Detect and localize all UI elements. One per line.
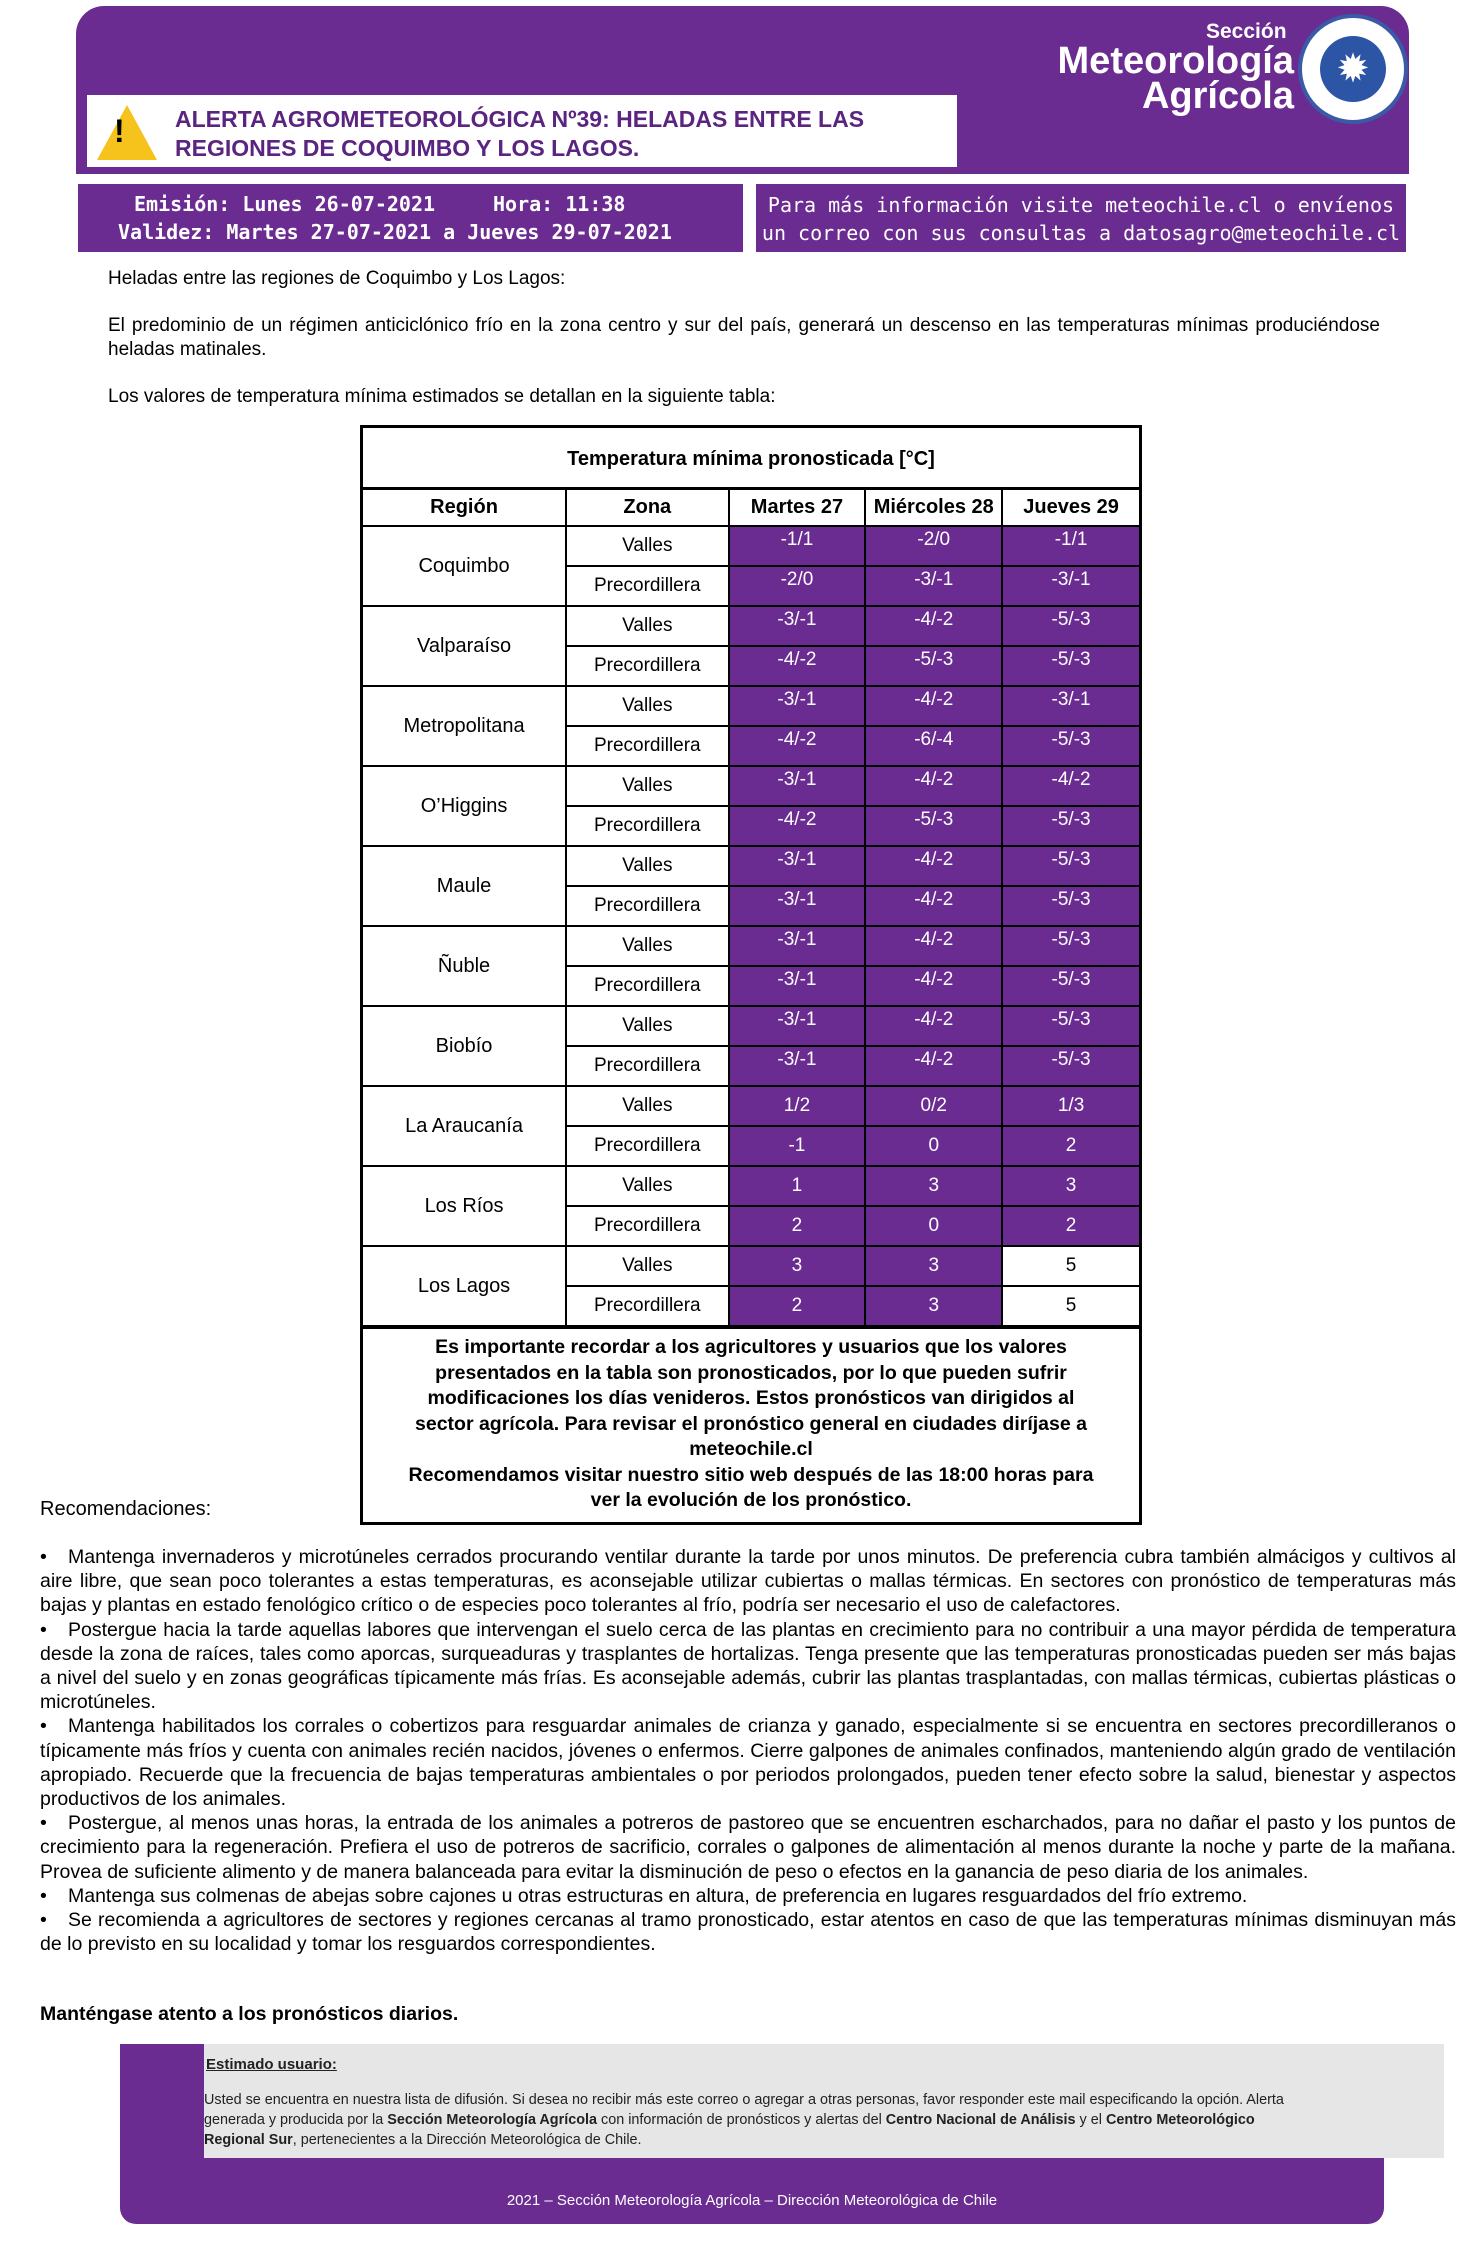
temperature-cell: -3/-1: [1002, 566, 1139, 606]
temperature-cell: 3: [1002, 1166, 1139, 1206]
table-intro: Los valores de temperatura mínima estimados se detallan en la siguiente tabla:: [108, 386, 776, 407]
note-line: meteochile.cl: [689, 1438, 813, 1460]
region-name: Ñuble: [363, 926, 566, 1006]
validity-range: Validez: Martes 27-07-2021 a Jueves 29-07-2021: [118, 220, 672, 244]
zone-name: Valles: [566, 926, 728, 966]
column-header: Miércoles 28: [865, 490, 1002, 526]
footer-bold-seccion: Sección Meteorología Agrícola: [387, 2112, 597, 2128]
temperature-cell: -3/-1: [865, 566, 1002, 606]
zone-name: Valles: [566, 526, 728, 566]
temperature-cell: 0: [865, 1126, 1002, 1166]
temperature-cell: -5/-3: [1002, 1006, 1139, 1046]
zone-name: Precordillera: [566, 1286, 728, 1326]
zone-name: Precordillera: [566, 1126, 728, 1166]
zone-name: Precordillera: [566, 886, 728, 926]
table-row: [363, 1166, 1139, 1206]
temperature-cell: 2: [729, 1206, 866, 1246]
table-note: [363, 1327, 1139, 1522]
zone-name: Valles: [566, 1006, 728, 1046]
temperature-cell: -6/-4: [865, 726, 1002, 766]
temperature-cell: -5/-3: [865, 646, 1002, 686]
footer-bold-centro-nacional: Centro Nacional de Análisis: [885, 2112, 1076, 2128]
column-header: Zona: [566, 490, 728, 526]
zone-name: Valles: [566, 686, 728, 726]
temperature-cell: -1: [729, 1126, 866, 1166]
region-name: Coquimbo: [363, 526, 566, 606]
zone-name: Valles: [566, 1166, 728, 1206]
brand-seccion: Sección: [1206, 20, 1287, 43]
temperature-cell: -4/-2: [865, 606, 1002, 646]
table-row: [363, 686, 1139, 726]
column-header: Jueves 29: [1002, 490, 1139, 526]
temperature-cell: 2: [729, 1286, 866, 1326]
temperature-cell: -3/-1: [729, 1006, 866, 1046]
footer-text-1: Usted se encuentra en nuestra lista de difusión. Si desea no recibir más este correo o agregar a otras personas, favor responder este mail especificando la opción. Alerta generada y producida por la: [204, 2092, 1284, 2128]
zone-name: Valles: [566, 846, 728, 886]
region-name: La Araucanía: [363, 1086, 566, 1166]
zone-name: Precordillera: [566, 966, 728, 1006]
footer-bold-centro-regional: Centro Meteorológico Regional Sur: [204, 2112, 1255, 2148]
temperature-cell: 1/3: [1002, 1086, 1139, 1126]
region-name: Maule: [363, 846, 566, 926]
temperature-cell: -5/-3: [1002, 886, 1139, 926]
recommendation-item: • Postergue, al menos unas horas, la entrada de los animales a potreros de pastoreo que se encuentren escharchados, para no dañar el pasto y los puntos de crecimiento para la regeneración. Prefiera el uso de potreros de sacrificio, corrales o galpones de alimentación al menos durante la noche y parte de la mañana. Provea de suficiente alimento y de manera balanceada para evitar la disminución de peso o efectos en la ganancia de peso diaria de los animales.: [40, 1811, 1456, 1884]
temperature-cell: -4/-2: [865, 686, 1002, 726]
recommendations-list: [40, 1545, 1456, 1956]
column-header: Región: [363, 490, 566, 526]
table-row: [363, 1246, 1139, 1286]
brand-name: [1012, 40, 1294, 117]
footer-copyright: 2021 – Sección Meteorología Agrícola – Dirección Meteorológica de Chile: [506, 2192, 998, 2209]
temperature-cell: 3: [865, 1246, 1002, 1286]
temperature-cell: 5: [1002, 1286, 1139, 1326]
temperature-cell: -3/-1: [729, 766, 866, 806]
temperature-cell: 3: [865, 1286, 1002, 1326]
zone-name: Precordillera: [566, 726, 728, 766]
zone-name: Precordillera: [566, 806, 728, 846]
footer-user-heading: Estimado usuario:: [206, 2056, 337, 2073]
note-line: presentados en la tabla son pronosticados, por lo que pueden sufrir: [435, 1361, 1067, 1384]
temperature-cell: -5/-3: [1002, 726, 1139, 766]
zone-name: Valles: [566, 1086, 728, 1126]
note-line: sector agrícola. Para revisar el pronóstico general en ciudades diríjase a: [415, 1412, 1087, 1435]
temperature-cell: -5/-3: [1002, 1046, 1139, 1086]
table-row: [363, 606, 1139, 646]
temperature-cell: -3/-1: [729, 926, 866, 966]
temperature-cell: -3/-1: [729, 686, 866, 726]
note-line: Recomendamos visitar nuestro sitio web después de las 18:00 horas para: [408, 1463, 1094, 1486]
note-line: modificaciones los días venideros. Estos pronósticos van dirigidos al: [427, 1387, 1075, 1409]
region-name: Metropolitana: [363, 686, 566, 766]
logo-compass-icon: [1320, 36, 1386, 102]
temperature-cell: -3/-1: [729, 1046, 866, 1086]
region-name: Los Ríos: [363, 1166, 566, 1246]
temperature-cell: -3/-1: [1002, 686, 1139, 726]
temperature-cell: 1: [729, 1166, 866, 1206]
temperature-cell: -3/-1: [729, 966, 866, 1006]
zone-name: Precordillera: [566, 1046, 728, 1086]
recommendation-item: • Mantenga invernaderos y microtúneles cerrados procurando ventilar durante la tarde por unos minutos. De preferencia cubra también almácigos y cultivos al aire libre, que sean poco tolerantes a estas temperaturas, es aconsejable utilizar cubiertas o mallas térmicas. En sectores con pronóstico de temperaturas más bajas y plantas en estado fenológico crítico o de especies poco tolerantes al frío, podría ser necesario el uso de calefactores.: [40, 1545, 1456, 1618]
temperature-cell: -4/-2: [729, 646, 866, 686]
alert-title: ALERTA AGROMETEOROLÓGICA Nº39: HELADAS ENTRE LAS REGIONES DE COQUIMBO Y LOS LAGOS.: [175, 106, 865, 161]
temperature-cell: -5/-3: [1002, 966, 1139, 1006]
temperature-cell: 2: [1002, 1206, 1139, 1246]
table-header-row: [363, 490, 1139, 526]
temperature-cell: -4/-2: [865, 766, 1002, 806]
temperature-cell: -4/-2: [865, 926, 1002, 966]
temperature-cell: 1/2: [729, 1086, 866, 1126]
temperature-cell: -5/-3: [1002, 926, 1139, 966]
temperature-cell: -4/-2: [1002, 766, 1139, 806]
table-row: [363, 926, 1139, 966]
zone-name: Valles: [566, 606, 728, 646]
intro-paragraph: El predominio de un régimen anticiclónico frío en la zona centro y sur del país, generará un descenso en las temperaturas mínimas produciéndose heladas matinales.: [108, 315, 1380, 360]
warning-exclamation-icon: !: [114, 113, 125, 149]
temperature-cell: 2: [1002, 1126, 1139, 1166]
temperature-cell: -1/1: [1002, 526, 1139, 566]
table-row: [363, 1006, 1139, 1046]
temperature-cell: -4/-2: [865, 846, 1002, 886]
temperature-cell: -5/-3: [1002, 606, 1139, 646]
zone-name: Precordillera: [566, 566, 728, 606]
recommendation-item: • Mantenga habilitados los corrales o cobertizos para resguardar animales de crianza y ganado, especialmente si se encuentra en sectores precordilleranos o típicamente más fríos y cuenta con animales recién nacidos, jóvenes o enfermos. Cierre galpones de animales confinados, manteniendo algún grado de ventilación apropiado. Recuerde que la frecuencia de bajas temperaturas ambientales o por periodos prolongados, pueden tener efecto sobre la salud, bienestar y aspectos productivos de los animales.: [40, 1714, 1456, 1811]
temperature-cell: -5/-3: [1002, 806, 1139, 846]
column-header: Martes 27: [729, 490, 866, 526]
forecast-table: [360, 425, 1142, 1525]
intro-heading: Heladas entre las regiones de Coquimbo y Los Lagos:: [108, 268, 566, 289]
temperature-cell: 3: [865, 1166, 1002, 1206]
table-row: [363, 1086, 1139, 1126]
temperature-cell: -4/-2: [729, 806, 866, 846]
zone-name: Precordillera: [566, 646, 728, 686]
recommendations-heading: Recomendaciones:: [40, 1498, 212, 1520]
footer-text-4: , pertenecientes a la Dirección Meteorológica de Chile.: [292, 2132, 642, 2148]
region-name: O’Higgins: [363, 766, 566, 846]
note-line: Es importante recordar a los agricultores y usuarios que los valores: [435, 1336, 1067, 1358]
emision-date: Emisión: Lunes 26-07-2021: [134, 192, 436, 216]
table-body: [363, 526, 1139, 1326]
brand-line-meteorologia: Meteorología: [1057, 40, 1294, 82]
region-name: Biobío: [363, 1006, 566, 1086]
table-row: [363, 846, 1139, 886]
table-row: [363, 766, 1139, 806]
temperature-cell: -3/-1: [729, 846, 866, 886]
temperature-cell: -5/-3: [1002, 646, 1139, 686]
temperature-cell: -4/-2: [729, 726, 866, 766]
zone-name: Valles: [566, 1246, 728, 1286]
closing-note: Manténgase atento a los pronósticos diarios.: [40, 2003, 459, 2025]
temperature-cell: -2/0: [865, 526, 1002, 566]
temperature-cell: -2/0: [729, 566, 866, 606]
temperature-cell: 5: [1002, 1246, 1139, 1286]
contact-info-panel: Para más información visite meteochile.cl o envíenos un correo con sus consultas a datosagro@meteochile.cl: [756, 184, 1406, 252]
recommendation-item: • Se recomienda a agricultores de sectores y regiones cercanas al tramo pronosticado, estar atentos en caso de que las temperaturas mínimas disminuyan más de lo previsto en su localidad y tomar los resguardos correspondientes.: [40, 1908, 1456, 1956]
temperature-cell: -3/-1: [729, 606, 866, 646]
temperature-cell: -5/-3: [1002, 846, 1139, 886]
temperature-cell: 3: [729, 1246, 866, 1286]
temperature-cell: -5/-3: [865, 806, 1002, 846]
alert-title-box: [84, 92, 960, 170]
forecast-grid: [363, 490, 1139, 1327]
table-row: [363, 526, 1139, 566]
zone-name: Precordillera: [566, 1206, 728, 1246]
footer-notice: [204, 2090, 1316, 2150]
note-line: ver la evolución de los pronóstico.: [590, 1489, 912, 1511]
emision-time: Hora: 11:38: [493, 192, 626, 216]
temperature-cell: 0/2: [865, 1086, 1002, 1126]
footer-text-2: con información de pronósticos y alertas del: [597, 2112, 886, 2128]
logo-star-icon: ✹: [1336, 47, 1370, 91]
recommendation-item: • Postergue hacia la tarde aquellas labores que intervengan el suelo cerca de las plantas en crecimiento para no contribuir a una mayor pérdida de temperatura desde la zona de raíces, tales como aporcas, surqueaduras y trasplantes de hortalizas. Tenga presente que las temperaturas pronosticadas pueden ser más bajas a nivel del suelo y en zonas geográficas típicamente más frías. Es aconsejable además, cubrir las plantas trasplantadas, con mallas térmicas, cubiertas plásticas o microtúneles.: [40, 1618, 1456, 1715]
temperature-cell: -4/-2: [865, 886, 1002, 926]
brand-line-agricola: Agrícola: [1141, 75, 1294, 117]
region-name: Los Lagos: [363, 1246, 566, 1326]
warning-icon: [97, 105, 157, 160]
issue-info-panel: [78, 184, 743, 252]
temperature-cell: -4/-2: [865, 1006, 1002, 1046]
zone-name: Valles: [566, 766, 728, 806]
temperature-cell: 0: [865, 1206, 1002, 1246]
footer-text-3: y el: [1075, 2112, 1106, 2128]
recommendation-item: • Mantenga sus colmenas de abejas sobre cajones u otras estructuras en altura, de preferencia en lugares resguardados del frío extremo.: [40, 1884, 1456, 1908]
temperature-cell: -4/-2: [865, 966, 1002, 1006]
table-title: Temperatura mínima pronosticada [°C]: [363, 428, 1139, 490]
temperature-cell: -3/-1: [729, 886, 866, 926]
temperature-cell: -4/-2: [865, 1046, 1002, 1086]
temperature-cell: -1/1: [729, 526, 866, 566]
region-name: Valparaíso: [363, 606, 566, 686]
dmc-logo-icon: [1298, 14, 1408, 124]
